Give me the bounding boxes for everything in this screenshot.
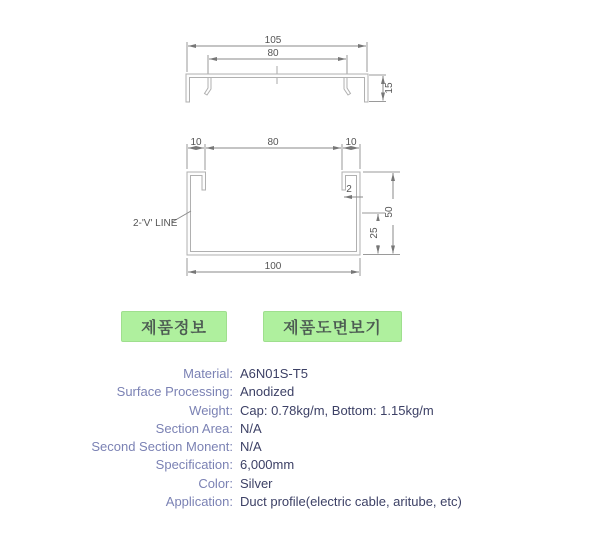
- bottom-profile-shape: [187, 172, 360, 255]
- bottom-dim-2-label: 2: [346, 184, 352, 195]
- spec-value: 6,000mm: [240, 457, 295, 473]
- cap-dim-105-label: 105: [264, 35, 282, 46]
- spec-value: A6N01S-T5: [240, 366, 308, 381]
- cap-dim-15-label: 15: [384, 82, 395, 94]
- cap-left-hook: [205, 78, 212, 96]
- spec-value: Duct profile(electric cable, aritube, etc): [240, 494, 462, 510]
- bottom-dim-100-label: 100: [264, 261, 282, 272]
- bottom-dim-left-10-label: 10: [190, 137, 202, 148]
- bottom-dim-inner-height: [362, 213, 385, 254]
- bottom-top-dims: [187, 137, 360, 170]
- spec-row-application: [0, 493, 560, 511]
- spec-row-weight: [0, 402, 560, 420]
- spec-value: N/A: [240, 439, 262, 455]
- spec-label: Surface Processing:: [116, 384, 233, 400]
- spec-row-color: [0, 475, 560, 493]
- spec-label: Second Section Monent:: [91, 439, 233, 455]
- cap-right-hook: [344, 78, 351, 96]
- bottom-dim-right-10-label: 10: [345, 137, 357, 148]
- v-line-callout: [133, 211, 191, 229]
- bottom-dim-25-label: 25: [369, 227, 380, 239]
- bottom-dim-overall-width: [187, 258, 360, 276]
- spec-row-surface-processing: [0, 383, 560, 401]
- spec-label: Section Area:: [155, 420, 233, 436]
- spec-row-second-section-moment: [0, 438, 560, 456]
- cap-profile-drawing: [186, 35, 395, 102]
- cap-dim-height: [369, 75, 395, 102]
- spec-row-specification: [0, 456, 560, 474]
- bottom-dim-50-label: 50: [384, 206, 395, 218]
- spec-label: Specification:: [155, 457, 233, 473]
- product-info-button[interactable]: 제품정보: [121, 311, 227, 342]
- spec-value: Anodized: [240, 384, 295, 400]
- v-line-label: 2-'V' LINE: [133, 218, 178, 229]
- product-drawing-view-button[interactable]: 제품도면보기: [263, 311, 402, 342]
- spec-row-section-area: [0, 420, 560, 438]
- cap-dim-80-label: 80: [267, 48, 279, 59]
- bottom-dim-80-label: 80: [267, 137, 279, 148]
- spec-label: Application:: [165, 494, 233, 510]
- spec-label: Weight:: [189, 402, 233, 418]
- spec-row-material: [0, 365, 560, 383]
- spec-label: Material:: [183, 366, 233, 381]
- spec-value: Silver: [240, 475, 273, 491]
- spec-table: [0, 365, 560, 511]
- spec-label: Color:: [198, 475, 233, 491]
- spec-value: N/A: [240, 420, 262, 436]
- bottom-profile-drawing: [133, 137, 400, 276]
- spec-value: Cap: 0.78kg/m, Bottom: 1.15kg/m: [240, 402, 434, 418]
